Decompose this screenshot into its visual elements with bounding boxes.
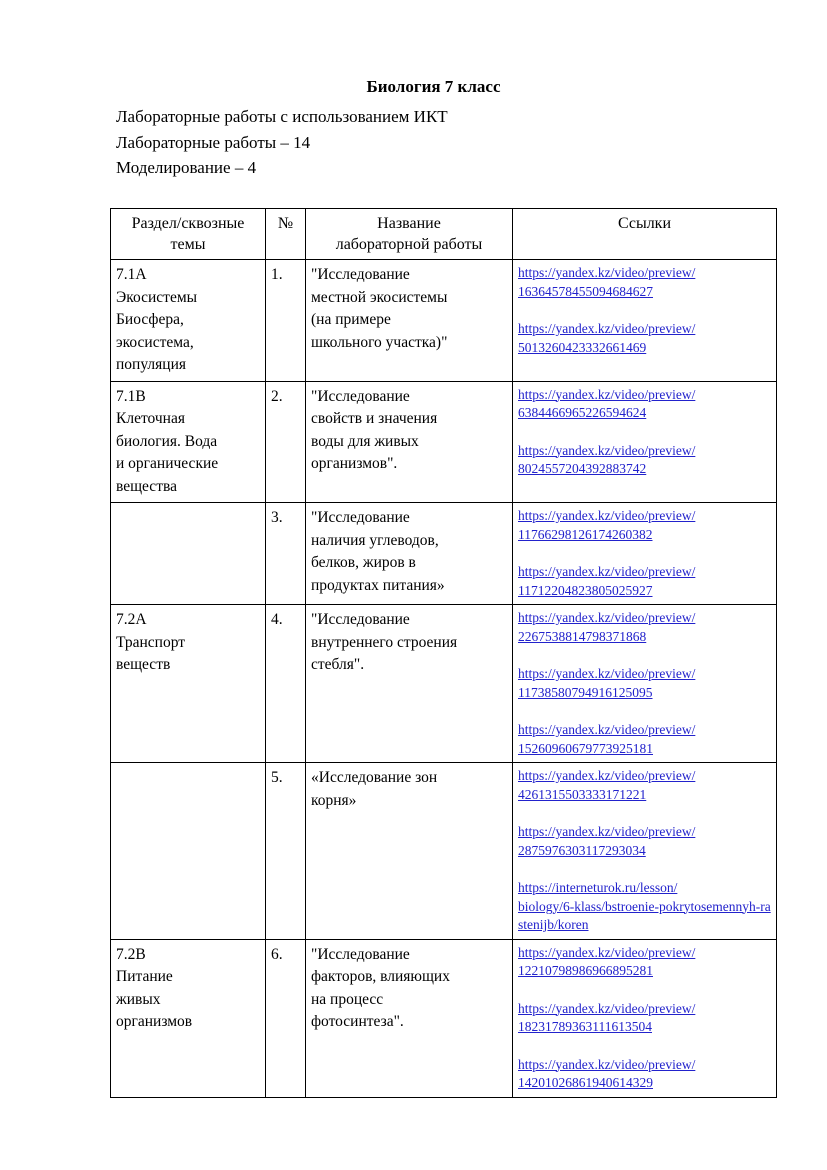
work-name-line: корня»: [311, 791, 357, 809]
cell-work-name: [306, 381, 513, 503]
table-row: [111, 763, 777, 940]
column-header-section-line-2: темы: [170, 236, 206, 253]
section-line: экосистема,: [116, 333, 194, 351]
lab-works-table: [110, 208, 777, 1098]
cell-number: 4.: [266, 605, 306, 763]
section-line: и органические: [116, 455, 219, 472]
resource-link[interactable]: [518, 767, 771, 804]
cell-section: [111, 763, 266, 940]
cell-section: [111, 381, 266, 503]
link-prefix: https://yandex.kz/video/preview/: [518, 1000, 696, 1016]
section-line: популяция: [116, 356, 186, 373]
column-header-section: [111, 209, 266, 260]
intro-block: [0, 104, 827, 181]
cell-links: [513, 260, 777, 382]
table-row: [111, 605, 777, 763]
section-line: организмов: [116, 1013, 193, 1030]
link-prefix: https://yandex.kz/video/preview/: [518, 508, 696, 523]
link-id: 8024557204392883742: [518, 461, 647, 476]
link-prefix: https://yandex.kz/video/preview/: [518, 564, 696, 579]
work-name-line: наличия углеводов,: [311, 531, 439, 549]
work-name-line: «Исследование зон: [311, 769, 438, 786]
link-id: 6384466965226594624: [518, 405, 647, 420]
cell-number: 5.: [266, 763, 306, 940]
table-row: [111, 939, 777, 1097]
link-id: 15260960679773925181: [518, 740, 653, 756]
work-name-line: "Исследование: [311, 945, 410, 963]
cell-links: [513, 503, 777, 605]
table-body: [111, 260, 777, 1098]
intro-line-3: Моделирование – 4: [116, 158, 257, 177]
resource-link[interactable]: [518, 442, 771, 479]
section-line: Питание: [116, 968, 173, 985]
link-prefix: https://yandex.kz/video/preview/: [518, 1056, 696, 1072]
section-line: живых: [116, 990, 161, 1008]
link-id: 18231789363111613504: [518, 1019, 652, 1034]
intro-line-2: Лабораторные работы – 14: [116, 132, 311, 152]
link-id: 11766298126174260382: [518, 526, 653, 542]
cell-section: [111, 939, 266, 1097]
work-name-line: воды для живых: [311, 432, 419, 450]
link-id: 16364578455094684627: [518, 283, 653, 299]
cell-work-name: [306, 503, 513, 605]
column-header-name-line-1: Название: [377, 215, 441, 232]
cell-links: [513, 939, 777, 1097]
link-prefix: https://interneturok.ru/lesson/: [518, 880, 678, 895]
cell-work-name: [306, 605, 513, 763]
resource-link[interactable]: [518, 563, 771, 600]
link-id: 11712204823805025927: [518, 582, 653, 598]
link-id: 2875976303117293034: [518, 842, 646, 858]
resource-link[interactable]: [518, 320, 771, 357]
link-id: 5013260423332661469: [518, 339, 647, 355]
link-id: 14201026861940614329: [518, 1075, 653, 1090]
cell-work-name: [306, 939, 513, 1097]
resource-link[interactable]: [518, 609, 771, 646]
cell-number: 1.: [266, 260, 306, 382]
cell-links: [513, 605, 777, 763]
work-name-line: на процесс: [311, 990, 384, 1008]
cell-work-name: [306, 260, 513, 382]
section-line: Транспорт: [116, 633, 186, 651]
work-name-line: школьного участка)": [311, 333, 448, 351]
cell-links: [513, 381, 777, 503]
work-name-line: местной экосистемы: [311, 288, 448, 306]
resource-link[interactable]: [518, 386, 771, 423]
section-line: веществ: [116, 656, 171, 673]
table-row: [111, 260, 777, 382]
work-name-line: внутреннего строения: [311, 633, 458, 651]
table-header: [111, 209, 777, 260]
work-name-line: стебля".: [311, 656, 365, 673]
work-name-line: "Исследование: [311, 611, 410, 628]
column-header-number: №: [266, 209, 306, 260]
cell-links: [513, 763, 777, 940]
section-line: вещества: [116, 477, 177, 495]
link-prefix: https://yandex.kz/video/preview/: [518, 610, 696, 625]
work-name-line: свойств и значения: [311, 410, 438, 427]
work-name-line: белков, жиров в: [311, 554, 416, 571]
cell-work-name: [306, 763, 513, 940]
link-prefix: https://yandex.kz/video/preview/: [518, 944, 696, 960]
table-row: [111, 503, 777, 605]
section-line: 7.2А: [116, 611, 147, 628]
resource-link[interactable]: [518, 665, 771, 702]
cell-number: 2.: [266, 381, 306, 503]
table-header-row: [111, 209, 777, 260]
column-header-section-line-1: Раздел/сквозные: [131, 215, 245, 232]
cell-section: [111, 260, 266, 382]
link-prefix: https://yandex.kz/video/preview/: [518, 722, 696, 737]
work-name-line: "Исследование: [311, 387, 410, 405]
resource-link[interactable]: [518, 823, 771, 860]
cell-section: [111, 605, 266, 763]
cell-number: 6.: [266, 939, 306, 1097]
section-line: Клеточная: [116, 410, 185, 427]
resource-link[interactable]: [518, 1056, 771, 1093]
link-prefix: https://yandex.kz/video/preview/: [518, 442, 696, 458]
section-line: Биосфера,: [116, 311, 184, 328]
section-line: 7.1А: [116, 266, 147, 283]
cell-section: [111, 503, 266, 605]
link-prefix: https://yandex.kz/video/preview/: [518, 265, 696, 280]
link-prefix: https://yandex.kz/video/preview/: [518, 768, 696, 783]
work-name-line: продуктах питания»: [311, 576, 445, 594]
table-row: [111, 381, 777, 503]
column-header-name-line-2: лабораторной работы: [335, 236, 483, 253]
link-prefix: https://yandex.kz/video/preview/: [518, 824, 696, 839]
link-id: 2267538814798371868: [518, 628, 647, 644]
page-title: Биология 7 класс: [366, 77, 501, 96]
work-name-line: фотосинтеза".: [311, 1013, 404, 1030]
link-id: biology/6-klass/bstroenie-pokrytosemennyh-rastenijb/koren: [518, 898, 771, 932]
section-line: биология. Вода: [116, 432, 218, 450]
column-header-links: Ссылки: [513, 209, 777, 260]
section-line: 7.2В: [116, 945, 146, 963]
work-name-line: (на примере: [311, 311, 391, 328]
link-id: 4261315503333171221: [518, 786, 647, 802]
link-id: 11738580794916125095: [518, 684, 653, 700]
link-prefix: https://yandex.kz/video/preview/: [518, 666, 696, 681]
section-line: 7.1В: [116, 387, 146, 405]
link-prefix: https://yandex.kz/video/preview/: [518, 321, 696, 336]
work-name-line: "Исследование: [311, 509, 410, 526]
intro-line-1: Лабораторные работы с использованием ИКТ: [116, 107, 448, 126]
resource-link[interactable]: [518, 1000, 771, 1037]
column-header-name: [306, 209, 513, 260]
work-name-line: факторов, влияющих: [311, 968, 450, 985]
resource-link[interactable]: [518, 507, 771, 544]
work-name-line: организмов".: [311, 455, 398, 472]
resource-link[interactable]: [518, 944, 771, 981]
link-prefix: https://yandex.kz/video/preview/: [518, 386, 696, 402]
resource-link[interactable]: [518, 721, 771, 758]
cell-number: 3.: [266, 503, 306, 605]
work-name-line: "Исследование: [311, 266, 410, 283]
resource-link[interactable]: [518, 879, 771, 935]
link-id: 12210798986966895281: [518, 963, 653, 978]
section-line: Экосистемы: [116, 288, 198, 306]
resource-link[interactable]: [518, 264, 771, 301]
